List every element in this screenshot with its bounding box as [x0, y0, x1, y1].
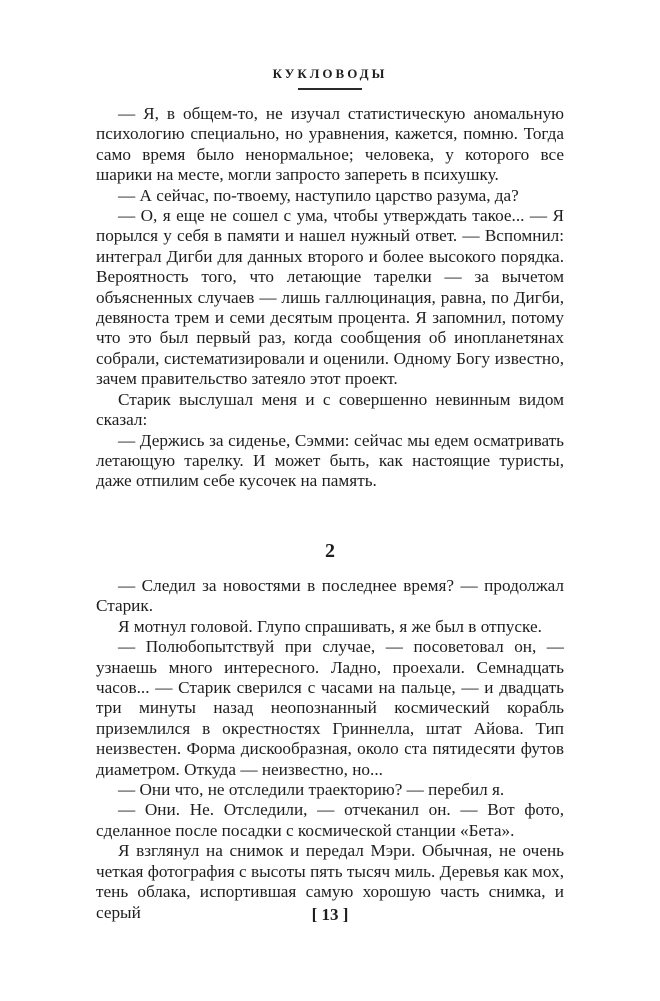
paragraph: Я взглянул на снимок и передал Мэри. Обычная, не очень четкая фотография с высоты пять тысяч миль. Деревья как мох, тень облака, испортившая самую хорошую часть снимка, и серый [96, 841, 564, 922]
running-title: КУКЛОВОДЫ [272, 66, 388, 81]
paragraph: — Они что, не отследили траекторию? — перебил я. [118, 780, 505, 800]
paragraph: — О, я еще не сошел с ума, чтобы утверждать такое... — Я порылся у себя в памяти и нашел нужный ответ. — Вспомнил: интеграл Дигби для данных второго и более высокого порядка. Вероятность того, что летающие тарелки — за вычетом объясненных случаев — лишь галлюцинация, равна, по Дигби, девяноста трем и семи десятым процента. Я запомнил, потому что это был первый раз, когда сообщения об инопланетянах собрали, систематизировали и оценили. Одному Богу известно, зачем правительство затеяло этот проект. [96, 206, 564, 389]
chapter-number: 2 [325, 540, 335, 562]
paragraph: — Полюбопытствуй при случае, — посоветовал он, — узнаешь много интересного. Ладно, проехали. Семнадцать часов... — Старик сверился с часами на пальце, — и двадцать три минуты назад неопознанный космический корабль приземлился в окрестностях Гриннелла, штат Айова. Тип неизвестен. Форма дискообразная, около ста пятидесяти футов диаметром. Откуда — неизвестно, но... [96, 637, 564, 779]
page-number: [ 13 ] [311, 905, 349, 924]
section-one-text [96, 104, 564, 492]
section-two-text [96, 576, 564, 923]
paragraph: — Следил за новостями в последнее время? — продолжал Старик. [96, 576, 564, 616]
paragraph: — Они. Не. Отследили, — отчеканил он. — Вот фото, сделанное после посадки с космической станции «Бета». [96, 800, 564, 840]
paragraph: — Держись за сиденье, Сэмми: сейчас мы едем осматривать летающую тарелку. И может быть, как настоящие туристы, даже отпилим себе кусочек на память. [96, 430, 564, 491]
paragraph: Я мотнул головой. Глупо спрашивать, я же был в отпуске. [118, 616, 542, 636]
header-rule [298, 88, 362, 90]
paragraph: Старик выслушал меня и с совершенно невинным видом сказал: [96, 389, 564, 430]
paragraph: — Я, в общем-то, не изучал статистическую аномальную психологию специально, но уравнения, кажется, помню. Тогда само время было ненормальное; человека, у которого все шарики на месте, могли запросто запереть в психушку. [96, 104, 564, 185]
paragraph: — А сейчас, по-твоему, наступило царство разума, да? [118, 185, 519, 205]
